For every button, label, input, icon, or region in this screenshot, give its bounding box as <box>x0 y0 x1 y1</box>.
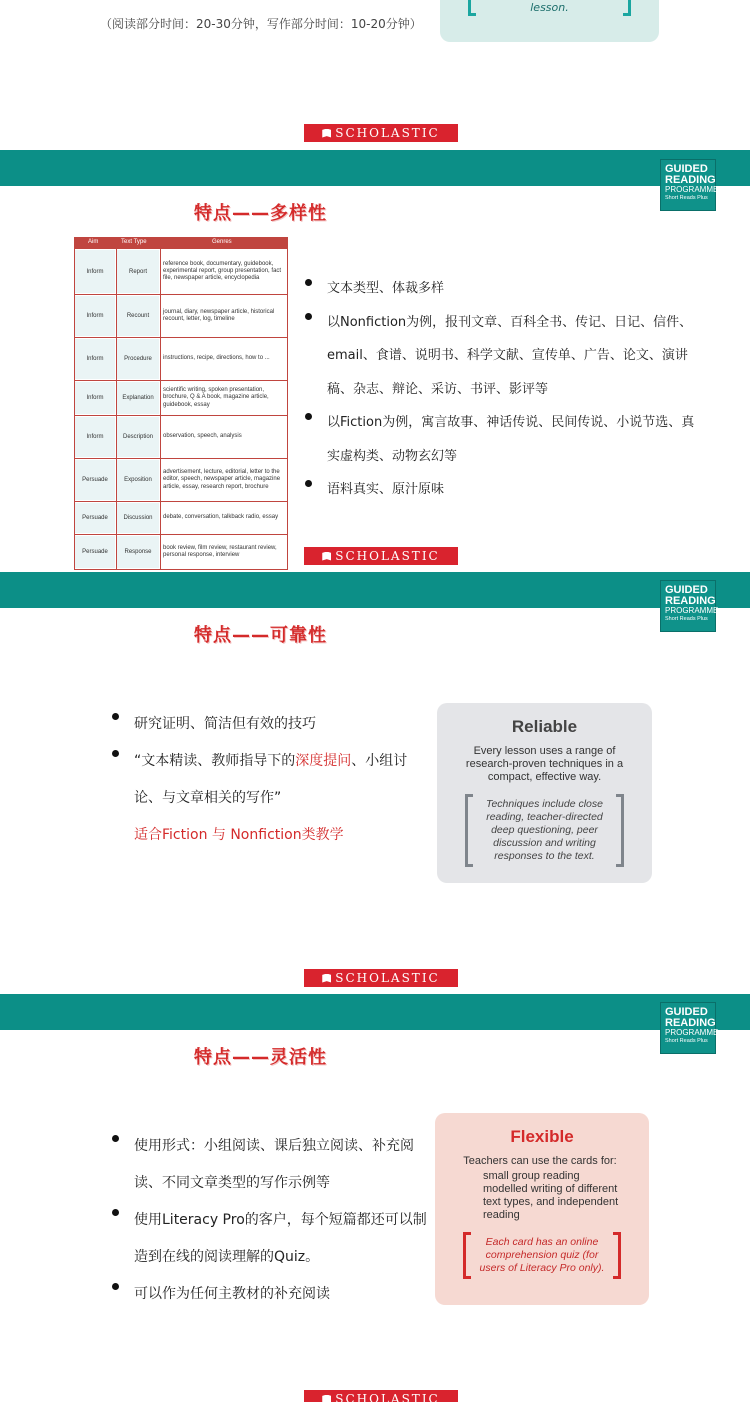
guided-reading-badge <box>660 1002 719 1054</box>
cell-aim: Inform <box>75 382 115 414</box>
cell-aim: Inform <box>75 296 115 336</box>
flexible-card <box>435 1113 649 1305</box>
list-item: 语料真实、原汁原味 <box>303 473 703 507</box>
list-item-highlight: 适合Fiction 与 Nonfiction类教学 <box>134 827 344 843</box>
bracket-right-icon <box>623 0 631 16</box>
table-row <box>74 338 288 381</box>
table-row <box>74 535 288 570</box>
cell-genres: book review, film review, restaurant review, personal response, interview <box>161 536 287 568</box>
cell-text-type: Procedure <box>117 339 159 379</box>
cell-genres: debate, conversation, talkback radio, essay <box>161 503 287 533</box>
scholastic-logo-text: SCHOLASTIC <box>335 126 440 140</box>
cell-genres: scientific writing, spoken presentation, brochure, Q & A book, magazine article, guidebook, essay <box>161 382 287 414</box>
card-description: small group reading modelled writing of different text types, and independent reading <box>483 1170 619 1221</box>
guided-reading-badge <box>660 580 719 632</box>
heading-flexible: 特点——灵活性 <box>194 1047 327 1068</box>
table-row <box>74 381 288 416</box>
teal-band <box>0 994 750 1030</box>
reliable-card <box>437 703 652 883</box>
cell-aim: Inform <box>75 339 115 379</box>
card-title: Reliable <box>511 717 578 736</box>
teal-band <box>0 572 750 608</box>
scholastic-logo-text: SCHOLASTIC <box>335 1392 440 1402</box>
card-title: Flexible <box>510 1127 574 1146</box>
scholastic-logo-text: SCHOLASTIC <box>335 971 440 985</box>
scholastic-logo <box>304 124 458 142</box>
card-description: Every lesson uses a range of research-proven techniques in a compact, effective way. <box>465 745 624 783</box>
bracket-right-icon <box>616 794 624 867</box>
cell-genres: reference book, documentary, guidebook, experimental report, group presentation, fact file, newspaper article, encyclopedia <box>161 250 287 293</box>
heading-reliable: 特点——可靠性 <box>194 625 327 646</box>
list-item: 使用Literacy Pro的客户，每个短篇都还可以制造到在线的阅读理解的Quiz。 <box>110 1202 430 1276</box>
highlight-text: 深度提问 <box>295 753 352 769</box>
scholastic-logo <box>304 1390 458 1402</box>
table-border-left <box>74 237 75 570</box>
card-quote <box>465 794 624 867</box>
list-item: 以Fiction为例，寓言故事、神话传说、民间传说、小说节选、真实虚构类、动物玄幻等 <box>303 406 703 473</box>
badge-line-4: Short Reads Plus <box>665 616 708 622</box>
list-item <box>110 743 410 817</box>
card-quote <box>463 1232 621 1279</box>
card-description-intro: Teachers can use the cards for: <box>463 1155 617 1167</box>
cell-genres: observation, speech, analysis <box>161 417 287 457</box>
header-text-type: Text Type <box>121 239 147 245</box>
cell-text-type: Exposition <box>117 460 159 500</box>
cell-aim: Inform <box>75 417 115 457</box>
badge-line-2: READING <box>665 595 716 607</box>
reliable-bullets <box>110 706 410 854</box>
heading-diversity: 特点——多样性 <box>194 203 327 224</box>
badge-line-2: READING <box>665 174 716 186</box>
header-aim: Aim <box>88 239 99 245</box>
list-item: 可以作为任何主教材的补充阅读 <box>110 1276 430 1313</box>
teal-band <box>0 150 750 186</box>
book-icon <box>322 129 331 138</box>
header-genres: Genres <box>212 239 232 245</box>
cell-aim: Inform <box>75 250 115 293</box>
badge-line-3: PROGRAMME <box>665 606 719 615</box>
top-feature-card <box>440 0 659 42</box>
badge-line-4: Short Reads Plus <box>665 1038 708 1044</box>
guided-reading-badge <box>660 159 719 211</box>
bracket-left-icon <box>465 794 473 867</box>
flexible-bullets <box>110 1128 430 1313</box>
cell-text-type: Description <box>117 417 159 457</box>
table-row <box>74 295 288 338</box>
table-row <box>74 249 288 295</box>
badge-line-1: GUIDED <box>665 163 708 175</box>
card-quote-text: Each card has an online comprehension quiz (for users of Literacy Pro only). <box>479 1236 605 1274</box>
quote-text: “文本精读、教师指导下的 <box>134 753 296 769</box>
book-icon <box>322 1395 331 1402</box>
scholastic-logo <box>304 547 458 565</box>
list-item: 使用形式：小组阅读、课后独立阅读、补充阅读、不同文章类型的写作示例等 <box>110 1128 430 1202</box>
list-item: 文本类型、体裁多样 <box>303 272 703 306</box>
badge-line-3: PROGRAMME <box>665 1028 719 1037</box>
table-divider <box>116 237 117 570</box>
table-row <box>74 502 288 535</box>
badge-line-1: GUIDED <box>665 584 708 596</box>
book-icon <box>322 974 331 983</box>
cell-genres: advertisement, lecture, editorial, letter to the editor, speech, newspaper article, magazine article, essay, research report, brochure <box>161 460 287 500</box>
table-header <box>74 237 288 249</box>
cell-aim: Persuade <box>75 536 115 568</box>
table-row <box>74 416 288 459</box>
table-row <box>74 459 288 502</box>
card-quote-text: Techniques include close reading, teacher-directed deep questioning, peer discussion and writing responses to the text. <box>486 798 603 862</box>
badge-line-3: PROGRAMME <box>665 185 719 194</box>
top-card-text: lesson. <box>530 1 569 14</box>
cell-text-type: Explanation <box>117 382 159 414</box>
table-divider <box>160 237 161 570</box>
bracket-right-icon <box>613 1232 621 1279</box>
badge-line-4: Short Reads Plus <box>665 195 708 201</box>
badge-line-1: GUIDED <box>665 1006 708 1018</box>
bracket-left-icon <box>463 1232 471 1279</box>
cell-genres: journal, diary, newspaper article, historical recount, letter, log, timeline <box>161 296 287 336</box>
cell-text-type: Discussion <box>117 503 159 533</box>
cell-genres: instructions, recipe, directions, how to ... <box>161 339 287 379</box>
scholastic-logo-text: SCHOLASTIC <box>335 549 440 563</box>
scholastic-logo <box>304 969 458 987</box>
time-note: （阅读部分时间：20-30分钟，写作部分时间：10-20分钟） <box>100 17 422 31</box>
book-icon <box>322 552 331 561</box>
cell-text-type: Response <box>117 536 159 568</box>
cell-aim: Persuade <box>75 503 115 533</box>
badge-line-2: READING <box>665 1017 716 1029</box>
table-border-right <box>287 237 288 570</box>
cell-text-type: Recount <box>117 296 159 336</box>
cell-text-type: Report <box>117 250 159 293</box>
genre-table <box>74 237 288 570</box>
cell-aim: Persuade <box>75 460 115 500</box>
list-item: 研究证明、简洁但有效的技巧 <box>110 706 410 743</box>
diversity-bullets <box>303 272 703 507</box>
quote-text: 、小组讨论、与文章相关的写作” <box>134 753 408 806</box>
list-item: 以Nonfiction为例，报刊文章、百科全书、传记、日记、信件、email、食谱、说明书、科学文献、宣传单、广告、论文、演讲稿、杂志、辩论、采访、书评、影评等 <box>303 306 703 407</box>
